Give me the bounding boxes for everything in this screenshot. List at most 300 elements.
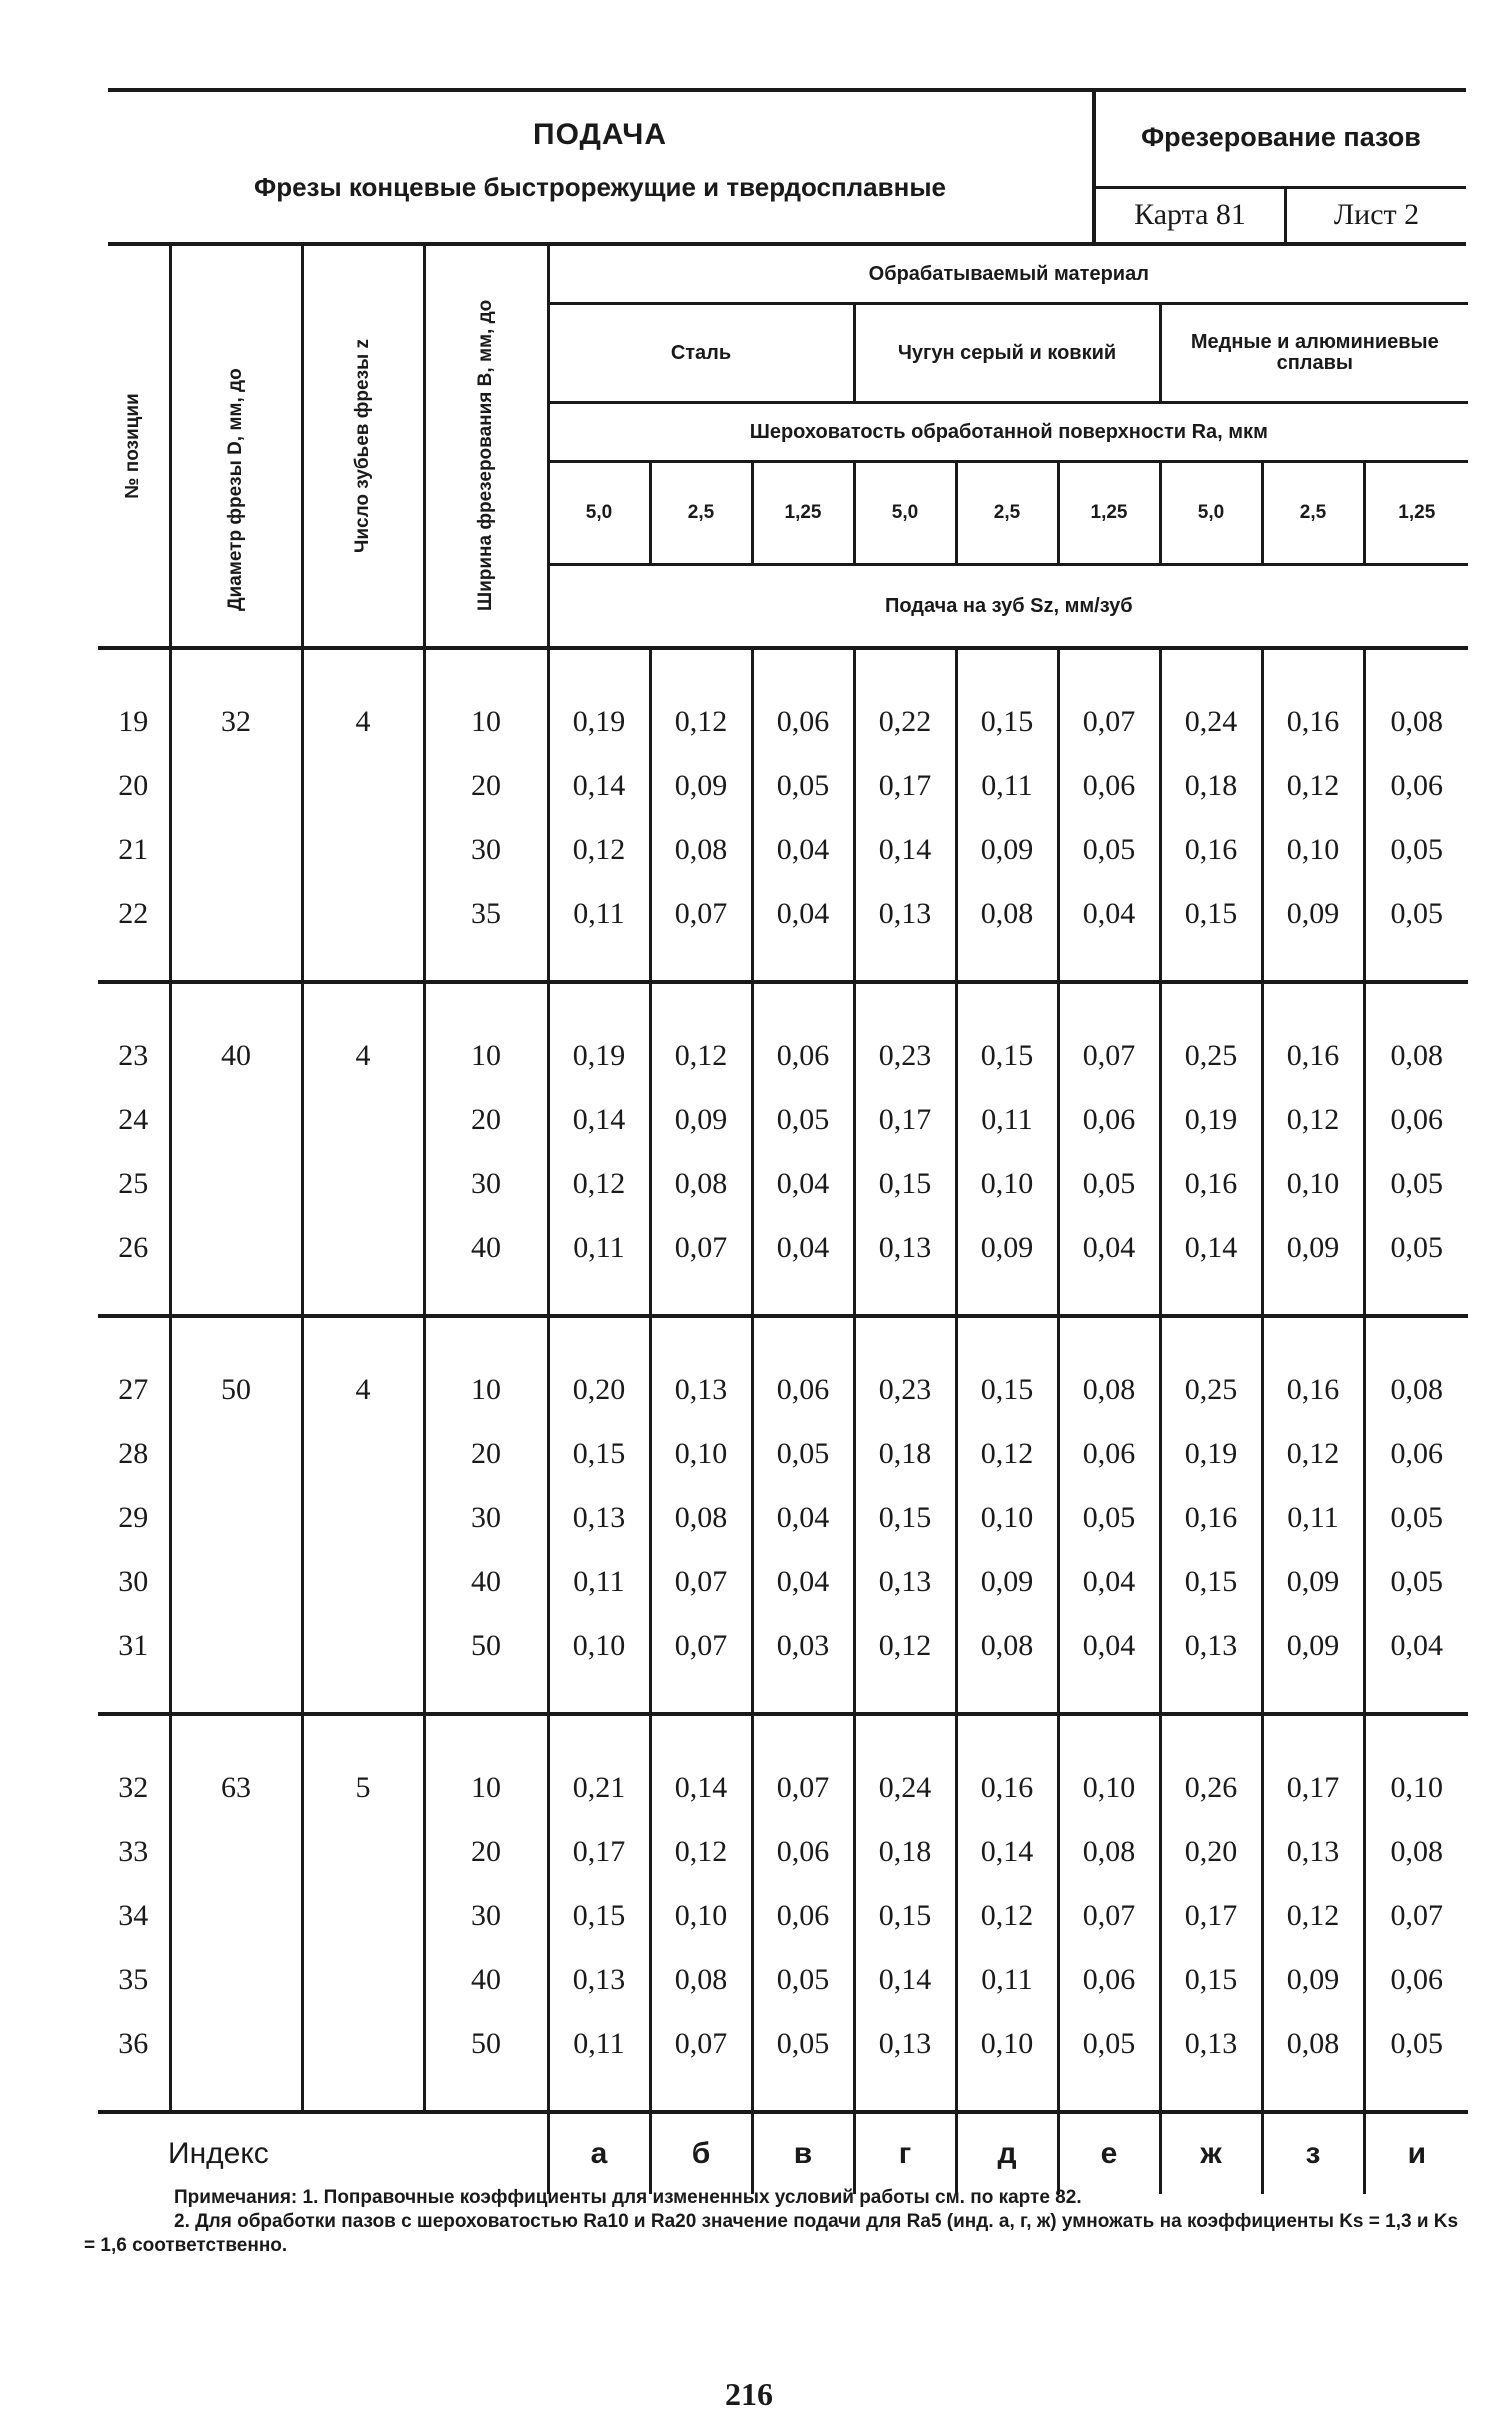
- feed-value-cell: 0,07: [650, 1550, 752, 1614]
- feed-value-cell: 0,04: [752, 1550, 854, 1614]
- teeth-cell: [302, 1216, 424, 1280]
- feed-value-cell: 0,25: [1160, 1358, 1262, 1422]
- feed-value-cell: 0,05: [1058, 2012, 1160, 2076]
- feed-value-cell: 0,15: [1160, 882, 1262, 946]
- feed-value-cell: 0,22: [854, 690, 956, 754]
- feed-value-cell: 0,10: [956, 2012, 1058, 2076]
- feed-value-cell: 0,16: [1262, 690, 1364, 754]
- table-row: [98, 1614, 1468, 1678]
- feed-value-cell: 0,15: [854, 1884, 956, 1948]
- diameter-cell: [170, 1884, 302, 1948]
- feed-value-cell: 0,05: [1364, 1152, 1468, 1216]
- feed-value-cell: 0,11: [1262, 1486, 1364, 1550]
- feed-value-cell: 0,10: [1262, 818, 1364, 882]
- feed-value-cell: 0,23: [854, 1024, 956, 1088]
- position-cell: 19: [118, 705, 149, 738]
- feed-value-cell: 0,06: [1058, 1088, 1160, 1152]
- feed-value-cell: 0,18: [854, 1820, 956, 1884]
- feed-value-cell: 0,14: [548, 1088, 650, 1152]
- feed-value-cell: 0,16: [1160, 1486, 1262, 1550]
- diameter-cell: 32: [170, 690, 302, 754]
- feed-value-cell: 0,09: [956, 1550, 1058, 1614]
- position-cell: 26: [118, 1231, 149, 1264]
- feed-value-cell: 0,08: [956, 882, 1058, 946]
- feed-value-cell: 0,05: [752, 1422, 854, 1486]
- feed-value-cell: 0,16: [1160, 818, 1262, 882]
- diameter-cell: [170, 882, 302, 946]
- feed-value-cell: 0,04: [1058, 1550, 1160, 1614]
- feed-value-cell: 0,04: [752, 1486, 854, 1550]
- feed-value-cell: 0,19: [548, 690, 650, 754]
- diameter-cell: [170, 1152, 302, 1216]
- feed-value-cell: 0,05: [1364, 1550, 1468, 1614]
- feed-value-cell: 0,15: [548, 1422, 650, 1486]
- width-cell: 40: [424, 1948, 548, 2012]
- roughness-value: 2,5: [956, 462, 1058, 565]
- width-cell: 50: [424, 2012, 548, 2076]
- feed-value-cell: 0,05: [1058, 818, 1160, 882]
- index-value: з: [1262, 2112, 1364, 2194]
- feed-table: [98, 246, 1468, 2194]
- table-row: [98, 1756, 1468, 1820]
- feed-value-cell: 0,06: [1058, 1422, 1160, 1486]
- width-cell: 10: [424, 1358, 548, 1422]
- feed-value-cell: 0,08: [1058, 1820, 1160, 1884]
- feed-value-cell: 0,13: [854, 882, 956, 946]
- feed-value-cell: 0,07: [752, 1756, 854, 1820]
- teeth-cell: [302, 1884, 424, 1948]
- feed-value-cell: 0,11: [548, 2012, 650, 2076]
- feed-value-cell: 0,04: [1058, 1216, 1160, 1280]
- index-value: д: [956, 2112, 1058, 2194]
- feed-value-cell: 0,14: [854, 818, 956, 882]
- feed-value-cell: 0,06: [752, 1820, 854, 1884]
- width-cell: 40: [424, 1216, 548, 1280]
- teeth-cell: 4: [302, 1024, 424, 1088]
- feed-value-cell: 0,12: [650, 1820, 752, 1884]
- feed-value-cell: 0,04: [752, 1216, 854, 1280]
- feed-value-cell: 0,08: [1364, 690, 1468, 754]
- feed-value-cell: 0,17: [548, 1820, 650, 1884]
- feed-value-cell: 0,12: [548, 818, 650, 882]
- feed-value-cell: 0,12: [1262, 1088, 1364, 1152]
- feed-value-cell: 0,13: [854, 2012, 956, 2076]
- position-cell: 21: [118, 833, 149, 866]
- feed-value-cell: 0,14: [1160, 1216, 1262, 1280]
- card-header: [108, 88, 1466, 246]
- table-row: [98, 1884, 1468, 1948]
- roughness-value: 5,0: [854, 462, 956, 565]
- feed-value-cell: 0,05: [1058, 1486, 1160, 1550]
- feed-value-cell: 0,24: [1160, 690, 1262, 754]
- feed-value-cell: 0,04: [752, 882, 854, 946]
- position-cell: 31: [118, 1629, 149, 1662]
- roughness-value: 2,5: [650, 462, 752, 565]
- feed-value-cell: 0,19: [1160, 1422, 1262, 1486]
- table-row: [98, 1948, 1468, 2012]
- width-cell: 30: [424, 1486, 548, 1550]
- feed-value-cell: 0,16: [1160, 1152, 1262, 1216]
- feed-value-cell: 0,06: [1364, 1088, 1468, 1152]
- width-cell: 20: [424, 1422, 548, 1486]
- material-steel: Сталь: [548, 304, 854, 403]
- width-cell: 10: [424, 690, 548, 754]
- feed-value-cell: 0,06: [1058, 754, 1160, 818]
- feed-value-cell: 0,11: [548, 1216, 650, 1280]
- feed-value-cell: 0,10: [1058, 1756, 1160, 1820]
- feed-value-cell: 0,11: [956, 1948, 1058, 2012]
- diameter-cell: [170, 1088, 302, 1152]
- header-top-rule: [108, 88, 1466, 92]
- feed-value-cell: 0,06: [752, 1884, 854, 1948]
- position-cell: 36: [118, 2027, 149, 2060]
- teeth-cell: 4: [302, 1358, 424, 1422]
- index-value: и: [1364, 2112, 1468, 2194]
- feed-value-cell: 0,15: [956, 690, 1058, 754]
- feed-value-cell: 0,08: [650, 1152, 752, 1216]
- card-number: Карта 81: [1134, 198, 1246, 231]
- feed-value-cell: 0,12: [854, 1614, 956, 1678]
- feed-value-cell: 0,15: [854, 1486, 956, 1550]
- feed-value-cell: 0,05: [1364, 1216, 1468, 1280]
- feed-value-cell: 0,12: [1262, 1422, 1364, 1486]
- width-cell: 30: [424, 818, 548, 882]
- feed-value-cell: 0,13: [548, 1948, 650, 2012]
- feed-value-cell: 0,16: [956, 1756, 1058, 1820]
- teeth-cell: 4: [302, 690, 424, 754]
- feed-value-cell: 0,05: [752, 1948, 854, 2012]
- feed-value-cell: 0,18: [854, 1422, 956, 1486]
- feed-value-cell: 0,10: [1364, 1756, 1468, 1820]
- table-row: [98, 1422, 1468, 1486]
- feed-value-cell: 0,05: [752, 2012, 854, 2076]
- feed-value-cell: 0,04: [1364, 1614, 1468, 1678]
- width-cell: 40: [424, 1550, 548, 1614]
- feed-value-cell: 0,25: [1160, 1024, 1262, 1088]
- feed-value-cell: 0,03: [752, 1614, 854, 1678]
- index-value: а: [548, 2112, 650, 2194]
- width-cell: 20: [424, 1820, 548, 1884]
- feed-value-cell: 0,05: [1364, 882, 1468, 946]
- roughness-value: 1,25: [1058, 462, 1160, 565]
- feed-value-cell: 0,09: [1262, 1948, 1364, 2012]
- feed-value-cell: 0,07: [1058, 1884, 1160, 1948]
- feed-value-cell: 0,08: [1364, 1024, 1468, 1088]
- row-spacer: [98, 1316, 1468, 1358]
- index-value: в: [752, 2112, 854, 2194]
- notes-block: [84, 2186, 1464, 2258]
- feed-value-cell: 0,19: [1160, 1088, 1262, 1152]
- table-row: [98, 1152, 1468, 1216]
- table-row: [98, 1550, 1468, 1614]
- position-cell: 29: [118, 1501, 149, 1534]
- row-spacer: [98, 2076, 1468, 2112]
- feed-value-cell: 0,08: [1058, 1358, 1160, 1422]
- col-head-teeth: [302, 246, 424, 646]
- material-nonferrous: Медные и алюминиевые сплавы: [1160, 304, 1468, 403]
- feed-value-cell: 0,05: [1058, 1152, 1160, 1216]
- feed-value-cell: 0,24: [854, 1756, 956, 1820]
- feed-value-cell: 0,09: [1262, 1614, 1364, 1678]
- feed-value-cell: 0,17: [1262, 1756, 1364, 1820]
- width-cell: 20: [424, 754, 548, 818]
- row-spacer: [98, 1714, 1468, 1756]
- teeth-cell: [302, 1152, 424, 1216]
- feed-value-cell: 0,05: [1364, 1486, 1468, 1550]
- feed-value-cell: 0,15: [854, 1152, 956, 1216]
- diameter-cell: [170, 1948, 302, 2012]
- feed-value-cell: 0,07: [650, 1216, 752, 1280]
- feed-value-cell: 0,10: [548, 1614, 650, 1678]
- position-cell: 22: [118, 897, 149, 930]
- feed-value-cell: 0,05: [1364, 818, 1468, 882]
- teeth-header: Число зубьев фрезы z: [352, 338, 374, 554]
- feed-value-cell: 0,12: [1262, 1884, 1364, 1948]
- row-spacer: [98, 648, 1468, 690]
- header-title: ПОДАЧА: [533, 118, 667, 151]
- diameter-cell: [170, 2012, 302, 2076]
- feed-value-cell: 0,08: [650, 1486, 752, 1550]
- feed-value-cell: 0,04: [1058, 882, 1160, 946]
- feed-value-cell: 0,07: [1058, 690, 1160, 754]
- width-cell: 50: [424, 1614, 548, 1678]
- row-spacer: [98, 982, 1468, 1024]
- page-number: 216: [725, 2376, 773, 2412]
- feed-value-cell: 0,10: [956, 1486, 1058, 1550]
- feed-value-cell: 0,12: [956, 1422, 1058, 1486]
- width-cell: 30: [424, 1884, 548, 1948]
- row-spacer: [98, 1280, 1468, 1316]
- feed-value-cell: 0,14: [650, 1756, 752, 1820]
- feed-value-cell: 0,06: [752, 1024, 854, 1088]
- teeth-cell: [302, 1614, 424, 1678]
- table-row: [98, 754, 1468, 818]
- feed-value-cell: 0,10: [650, 1884, 752, 1948]
- table-row: [98, 1820, 1468, 1884]
- position-cell: 32: [118, 1771, 149, 1804]
- diameter-cell: [170, 1216, 302, 1280]
- index-value: б: [650, 2112, 752, 2194]
- feed-value-cell: 0,13: [854, 1550, 956, 1614]
- diameter-cell: 50: [170, 1358, 302, 1422]
- teeth-cell: [302, 1820, 424, 1884]
- index-label: Индекс: [98, 2112, 548, 2194]
- width-cell: 20: [424, 1088, 548, 1152]
- feed-value-cell: 0,20: [548, 1358, 650, 1422]
- feed-value-cell: 0,12: [956, 1884, 1058, 1948]
- feed-value-cell: 0,05: [752, 754, 854, 818]
- feed-value-cell: 0,12: [548, 1152, 650, 1216]
- feed-value-cell: 0,06: [1364, 754, 1468, 818]
- position-cell: 33: [118, 1835, 149, 1868]
- feed-value-cell: 0,16: [1262, 1024, 1364, 1088]
- diameter-cell: 63: [170, 1756, 302, 1820]
- feed-value-cell: 0,07: [1058, 1024, 1160, 1088]
- feed-value-cell: 0,07: [1364, 1884, 1468, 1948]
- roughness-value: 1,25: [1364, 462, 1468, 565]
- feed-value-cell: 0,06: [1364, 1422, 1468, 1486]
- feed-value-cell: 0,11: [956, 1088, 1058, 1152]
- header-subtitle: Фрезы концевые быстрорежущие и твердосплавные: [254, 172, 946, 202]
- header-right-rule: [1096, 186, 1466, 189]
- diameter-cell: [170, 1486, 302, 1550]
- feed-value-cell: 0,16: [1262, 1358, 1364, 1422]
- feed-value-cell: 0,12: [650, 690, 752, 754]
- feed-value-cell: 0,09: [650, 754, 752, 818]
- feed-value-cell: 0,13: [1160, 2012, 1262, 2076]
- width-cell: 10: [424, 1024, 548, 1088]
- feed-value-cell: 0,17: [854, 1088, 956, 1152]
- feed-value-cell: 0,10: [1262, 1152, 1364, 1216]
- table-row: [98, 690, 1468, 754]
- feed-value-cell: 0,12: [650, 1024, 752, 1088]
- feed-value-cell: 0,07: [650, 1614, 752, 1678]
- width-cell: 30: [424, 1152, 548, 1216]
- teeth-cell: [302, 2012, 424, 2076]
- index-value: е: [1058, 2112, 1160, 2194]
- position-cell: 20: [118, 769, 149, 802]
- diameter-header: Диаметр фрезы D, мм, до: [225, 368, 247, 611]
- col-head-position: [98, 246, 170, 646]
- feed-value-cell: 0,10: [650, 1422, 752, 1486]
- teeth-cell: [302, 754, 424, 818]
- feed-value-cell: 0,08: [1364, 1820, 1468, 1884]
- feed-value-cell: 0,15: [1160, 1948, 1262, 2012]
- roughness-value: 1,25: [752, 462, 854, 565]
- feed-value-cell: 0,17: [854, 754, 956, 818]
- feed-value-cell: 0,09: [956, 818, 1058, 882]
- feed-value-cell: 0,14: [854, 1948, 956, 2012]
- feed-value-cell: 0,14: [956, 1820, 1058, 1884]
- feed-value-cell: 0,04: [752, 818, 854, 882]
- feed-value-cell: 0,15: [548, 1884, 650, 1948]
- teeth-cell: [302, 1550, 424, 1614]
- diameter-cell: 40: [170, 1024, 302, 1088]
- feed-value-cell: 0,06: [752, 690, 854, 754]
- feed-value-cell: 0,13: [854, 1216, 956, 1280]
- table-row: [98, 1088, 1468, 1152]
- feed-value-cell: 0,21: [548, 1756, 650, 1820]
- position-cell: 27: [118, 1373, 149, 1406]
- feed-value-cell: 0,26: [1160, 1756, 1262, 1820]
- position-cell: 30: [118, 1565, 149, 1598]
- feed-value-cell: 0,09: [650, 1088, 752, 1152]
- feed-value-cell: 0,08: [956, 1614, 1058, 1678]
- row-spacer: [98, 946, 1468, 982]
- feed-value-cell: 0,09: [1262, 1550, 1364, 1614]
- teeth-cell: [302, 1088, 424, 1152]
- diameter-cell: [170, 754, 302, 818]
- position-cell: 28: [118, 1437, 149, 1470]
- feed-value-cell: 0,13: [1262, 1820, 1364, 1884]
- feed-value-cell: 0,07: [650, 882, 752, 946]
- roughness-value: 5,0: [548, 462, 650, 565]
- feed-value-cell: 0,09: [1262, 882, 1364, 946]
- diameter-cell: [170, 1422, 302, 1486]
- feed-value-cell: 0,06: [1364, 1948, 1468, 2012]
- position-cell: 34: [118, 1899, 149, 1932]
- feed-value-cell: 0,13: [548, 1486, 650, 1550]
- position-cell: 24: [118, 1103, 149, 1136]
- feed-value-cell: 0,04: [1058, 1614, 1160, 1678]
- position-header: № позиции: [122, 393, 144, 499]
- feed-value-cell: 0,13: [650, 1358, 752, 1422]
- col-head-width: [424, 246, 548, 646]
- roughness-value: 5,0: [1160, 462, 1262, 565]
- diameter-cell: [170, 1550, 302, 1614]
- position-cell: 23: [118, 1039, 149, 1072]
- feed-value-cell: 0,05: [1364, 2012, 1468, 2076]
- feed-value-cell: 0,13: [1160, 1614, 1262, 1678]
- feed-value-cell: 0,11: [548, 882, 650, 946]
- feed-value-cell: 0,19: [548, 1024, 650, 1088]
- feed-value-cell: 0,08: [650, 1948, 752, 2012]
- width-cell: 10: [424, 1756, 548, 1820]
- width-header: Ширина фрезерования B, мм, до: [475, 299, 497, 611]
- feed-value-cell: 0,15: [1160, 1550, 1262, 1614]
- feed-per-tooth-header: Подача на зуб Sz, мм/зуб: [548, 565, 1468, 647]
- feed-value-cell: 0,15: [956, 1358, 1058, 1422]
- feed-value-cell: 0,08: [1262, 2012, 1364, 2076]
- teeth-cell: [302, 1948, 424, 2012]
- table-row: [98, 1358, 1468, 1422]
- table-row: [98, 1024, 1468, 1088]
- table-row: [98, 882, 1468, 946]
- feed-value-cell: 0,08: [1364, 1358, 1468, 1422]
- col-head-diameter: [170, 246, 302, 646]
- sheet-number: Лист 2: [1333, 198, 1420, 231]
- teeth-cell: [302, 1486, 424, 1550]
- feed-value-cell: 0,18: [1160, 754, 1262, 818]
- index-row: [98, 2112, 1468, 2194]
- feed-value-cell: 0,14: [548, 754, 650, 818]
- note-2: 2. Для обработки пазов с шероховатостью Ra10 и Ra20 значение подачи для Ra5 (инд. а, г, ж) умножать на коэффициенты Ks = 1,3 и Ks = 1,6 соответственно.: [84, 2211, 1459, 2256]
- feed-value-cell: 0,06: [752, 1358, 854, 1422]
- position-cell: 35: [118, 1963, 149, 1996]
- material-cast-iron: Чугун серый и ковкий: [854, 304, 1160, 403]
- table-row: [98, 818, 1468, 882]
- operation-title: Фрезерование пазов: [1141, 122, 1421, 152]
- diameter-cell: [170, 1820, 302, 1884]
- feed-value-cell: 0,09: [956, 1216, 1058, 1280]
- position-cell: 25: [118, 1167, 149, 1200]
- index-value: ж: [1160, 2112, 1262, 2194]
- table-row: [98, 1486, 1468, 1550]
- feed-value-cell: 0,04: [752, 1152, 854, 1216]
- feed-value-cell: 0,10: [956, 1152, 1058, 1216]
- table-row: [98, 1216, 1468, 1280]
- index-value: г: [854, 2112, 956, 2194]
- table-row: [98, 2012, 1468, 2076]
- row-spacer: [98, 1678, 1468, 1714]
- feed-value-cell: 0,20: [1160, 1820, 1262, 1884]
- teeth-cell: [302, 818, 424, 882]
- roughness-header: Шероховатость обработанной поверхности Ra, мкм: [548, 403, 1468, 462]
- feed-value-cell: 0,17: [1160, 1884, 1262, 1948]
- feed-value-cell: 0,09: [1262, 1216, 1364, 1280]
- feed-value-cell: 0,23: [854, 1358, 956, 1422]
- feed-value-cell: 0,07: [650, 2012, 752, 2076]
- feed-value-cell: 0,12: [1262, 754, 1364, 818]
- feed-value-cell: 0,05: [752, 1088, 854, 1152]
- roughness-value: 2,5: [1262, 462, 1364, 565]
- feed-value-cell: 0,11: [548, 1550, 650, 1614]
- note-1: Примечания: 1. Поправочные коэффициенты для измененных условий работы см. по карте 82.: [174, 2187, 1082, 2208]
- feed-value-cell: 0,08: [650, 818, 752, 882]
- feed-value-cell: 0,15: [956, 1024, 1058, 1088]
- teeth-cell: 5: [302, 1756, 424, 1820]
- material-group-header: Обрабатываемый материал: [548, 246, 1468, 304]
